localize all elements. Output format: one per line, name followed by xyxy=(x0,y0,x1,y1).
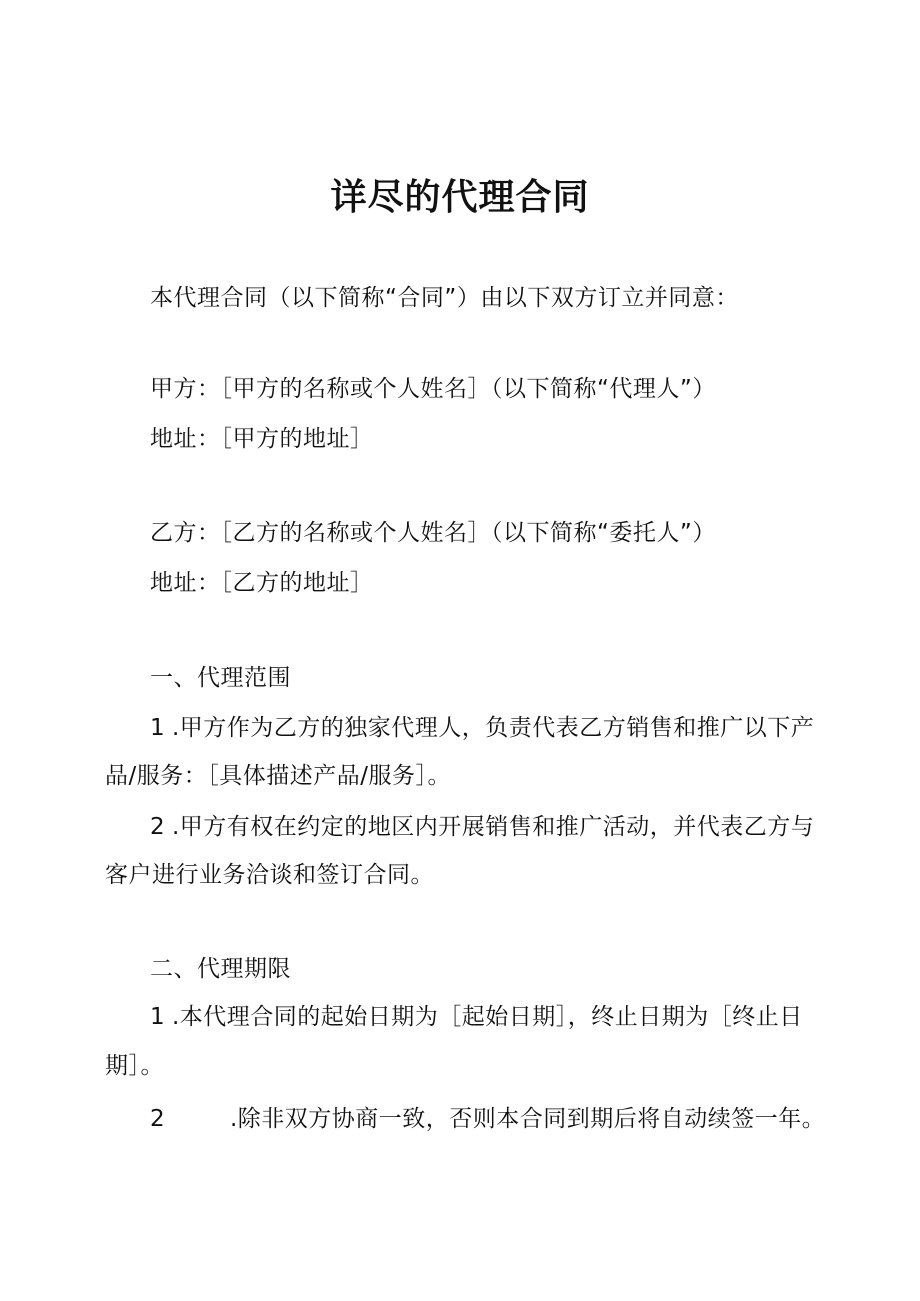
section2-item2-line1 xyxy=(150,1104,825,1134)
section2-item2-text: .除非双方协商一致，否则本合同到期后将自动续签一年。 xyxy=(230,1106,826,1132)
section1-item1-number: 1 xyxy=(150,715,166,741)
section2-item1-text: .本代理合同的起始日期为［起始日期］，终止日期为［终止日 xyxy=(172,1004,803,1030)
section1-item2-text: .甲方有权在约定的地区内开展销售和推广活动，并代表乙方与 xyxy=(172,814,815,840)
section2-item2-number: 2 xyxy=(150,1106,166,1132)
section1-item1-line2: 品/服务：［具体描述产品/服务］。 xyxy=(105,763,451,789)
section1-item2-line1 xyxy=(150,812,814,842)
intro-paragraph: 本代理合同（以下简称“合同”）由以下双方订立并同意： xyxy=(150,285,739,311)
section2-heading: 二、代理期限 xyxy=(150,956,291,982)
party-a-line: 甲方：［甲方的名称或个人姓名］（以下简称“代理人”） xyxy=(150,376,716,402)
section2-item1-line2: 期］。 xyxy=(105,1053,164,1079)
section1-item2-number: 2 xyxy=(150,814,166,840)
section1-item1-line1 xyxy=(150,713,814,743)
party-b-line: 乙方：［乙方的名称或个人姓名］（以下简称“委托人”） xyxy=(150,520,716,546)
document-title: 详尽的代理合同 xyxy=(330,177,590,218)
party-b-address: 地址：［乙方的地址］ xyxy=(150,570,374,596)
section2-item1-line1 xyxy=(150,1002,803,1032)
party-a-address: 地址：［甲方的地址］ xyxy=(150,426,374,452)
section1-item2-line2: 客户进行业务洽谈和签订合同。 xyxy=(105,862,434,888)
section1-item1-text: .甲方作为乙方的独家代理人，负责代表乙方销售和推广以下产 xyxy=(172,715,815,741)
section1-heading: 一、代理范围 xyxy=(150,665,291,691)
section2-item1-number: 1 xyxy=(150,1004,166,1030)
